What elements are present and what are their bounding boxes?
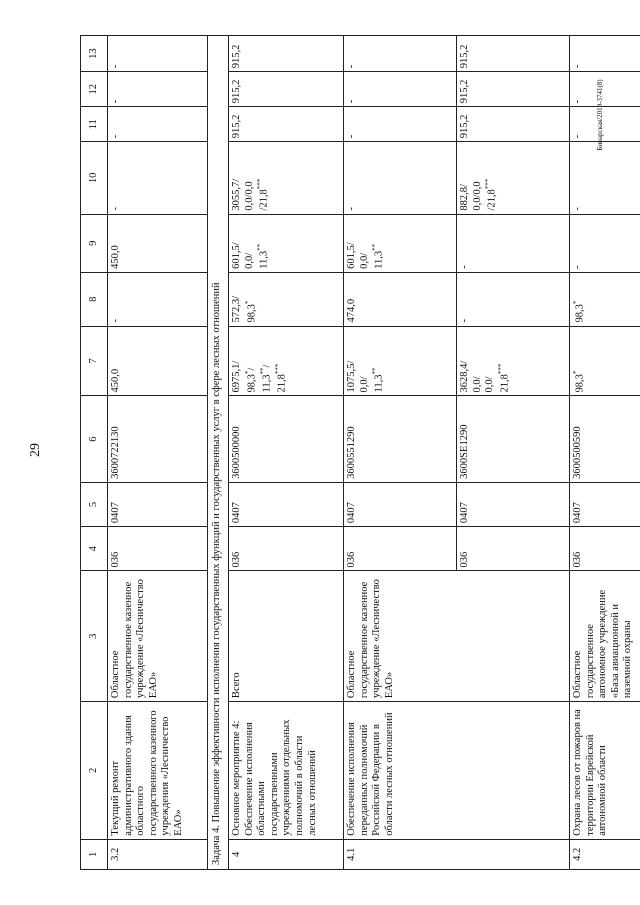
value-line: - [459, 265, 470, 269]
value-line: 11,3** [256, 243, 270, 269]
table-row [570, 36, 640, 870]
table-row [344, 36, 457, 870]
header-row [81, 36, 108, 870]
csr-code: 3600551290 [344, 396, 457, 482]
value-line: 98,3* [572, 300, 586, 323]
task-row [208, 36, 229, 870]
value-c9 [570, 214, 640, 272]
value-line: 21,8*** [496, 363, 511, 393]
grbs-code: 036 [457, 527, 570, 571]
grbs-code: 036 [344, 527, 457, 571]
col-header: 13 [81, 36, 108, 72]
value-line: 6975,1/ [231, 360, 242, 393]
value-line: - [459, 319, 470, 323]
col-header: 4 [81, 527, 108, 571]
program-measures-table [80, 35, 640, 870]
value-line: 572,3/ [231, 295, 242, 323]
col-header: 8 [81, 272, 108, 326]
value-c7 [457, 326, 570, 396]
value-line: 0,0/ [471, 376, 483, 393]
value-c8 [570, 272, 640, 326]
page-number: 29 [28, 443, 43, 457]
value-c11: - [344, 107, 457, 142]
value-c12: 915,2 [229, 72, 344, 107]
value-line: - [572, 265, 583, 269]
col-header: 2 [81, 702, 108, 840]
value-line: 11,3** [371, 367, 385, 393]
rzpr-code: 0407 [457, 482, 570, 526]
value-c8: - [108, 272, 208, 326]
value-c7 [229, 326, 344, 396]
value-line: 0,0/ [358, 252, 370, 269]
rzpr-code: 0407 [229, 482, 344, 526]
value-line: 11,3**/ [258, 364, 273, 393]
value-line: 3628,4/ [459, 360, 470, 393]
grbs-code: 036 [570, 527, 640, 571]
csr-code: 3600722130 [108, 396, 208, 482]
value-line: 1075,5/ [346, 360, 357, 393]
value-line: 98,3* [572, 370, 586, 393]
value-c11: 915,2 [229, 107, 344, 142]
table-row [229, 36, 344, 870]
value-c7 [570, 326, 640, 396]
value-c13: - [344, 36, 457, 72]
value-line: 98,3*/ [243, 367, 258, 393]
value-line: 474,0 [346, 298, 357, 323]
value-line: 0,0/0,0 [471, 181, 483, 211]
value-c7 [344, 326, 457, 396]
measure-name: Текущий ремонт административного здания областного государственного казенного учреждения «Лесничество ЕАО» [108, 702, 208, 840]
value-line: /21,8*** [484, 178, 498, 211]
value-c13: 915,2 [457, 36, 570, 72]
value-c8 [229, 272, 344, 326]
task-4-title: Задача 4. Повышение эффективности исполнения государственных функций и государственных услуг в сфере лесных отношений [208, 36, 229, 870]
value-c7: 450,0 [108, 326, 208, 396]
value-c11: - [570, 107, 640, 142]
value-c13: - [570, 36, 640, 72]
row-number: 4.1 [344, 839, 570, 869]
value-c12: - [570, 72, 640, 107]
col-header: 9 [81, 214, 108, 272]
value-c9 [229, 214, 344, 272]
csr-code: 3600500590 [570, 396, 640, 482]
value-line: 21,8*** [273, 363, 288, 393]
value-c11: - [108, 107, 208, 142]
value-line: 0,0/0,0 [243, 181, 255, 211]
col-header: 10 [81, 142, 108, 214]
csr-code: 3600500000 [229, 396, 344, 482]
grbs-code: 036 [229, 527, 344, 571]
value-line: 601,5/ [346, 242, 357, 269]
csr-code: 3600SE1290 [457, 396, 570, 482]
measure-name: Обеспечение исполнения переданных полномочий Российской Федерации в области лесных отношений [344, 702, 570, 840]
grbs-code: 036 [108, 527, 208, 571]
value-line: 3055,7/ [231, 178, 242, 211]
value-line: 0,0/ [243, 252, 255, 269]
value-c12: - [108, 72, 208, 107]
col-header: 5 [81, 482, 108, 526]
value-line: 11,3** [371, 243, 385, 269]
value-line: /21,8*** [256, 178, 270, 211]
col-header: 11 [81, 107, 108, 142]
value-c10 [344, 142, 457, 214]
value-c11: 915,2 [457, 107, 570, 142]
value-c13: 915,2 [229, 36, 344, 72]
document-code: Бинарская/2019-3741(8) [596, 79, 604, 151]
col-header: 12 [81, 72, 108, 107]
row-number: 3.2 [108, 839, 208, 869]
measure-name: Охрана лесов от пожаров на территории Еврейской автономной области [570, 702, 640, 840]
rzpr-code: 0407 [108, 482, 208, 526]
value-line: 0,0/ [358, 376, 370, 393]
value-line: - [572, 207, 583, 211]
value-line: 98,3* [243, 300, 258, 323]
table-row [108, 36, 208, 870]
executor: Областное государственное автономное учреждение «База авиационной и наземной охраны [570, 571, 640, 702]
measure-name: Основное мероприятие 4: Обеспечение исполнения областными государственными учреждениями отдельных полномочий в области лесных отношений [229, 702, 344, 840]
value-c8 [344, 272, 457, 326]
value-line: 882,8/ [459, 184, 470, 211]
value-line: 0,0/ [484, 376, 496, 393]
col-header: 7 [81, 326, 108, 396]
row-number: 4.2 [570, 839, 640, 869]
value-c12: - [344, 72, 457, 107]
value-c9: 450,0 [108, 214, 208, 272]
col-header: 1 [81, 839, 108, 869]
executor: Областное государственное казенное учреждение «Лесничество ЕАО» [344, 571, 570, 702]
value-c9 [344, 214, 457, 272]
rzpr-code: 0407 [344, 482, 457, 526]
executor: Всего [229, 571, 344, 702]
col-header: 6 [81, 396, 108, 482]
value-line: - [346, 207, 357, 211]
value-line: 601,5/ [231, 242, 242, 269]
value-c10 [229, 142, 344, 214]
value-c8 [457, 272, 570, 326]
value-c10 [457, 142, 570, 214]
value-c13: - [108, 36, 208, 72]
col-header: 3 [81, 571, 108, 702]
rzpr-code: 0407 [570, 482, 640, 526]
row-number: 4 [229, 839, 344, 869]
value-c10 [570, 142, 640, 214]
value-c10: - [108, 142, 208, 214]
value-c12: 915,2 [457, 72, 570, 107]
value-c9 [457, 214, 570, 272]
executor: Областное государственное казенное учреждение «Лесничество ЕАО» [108, 571, 208, 702]
